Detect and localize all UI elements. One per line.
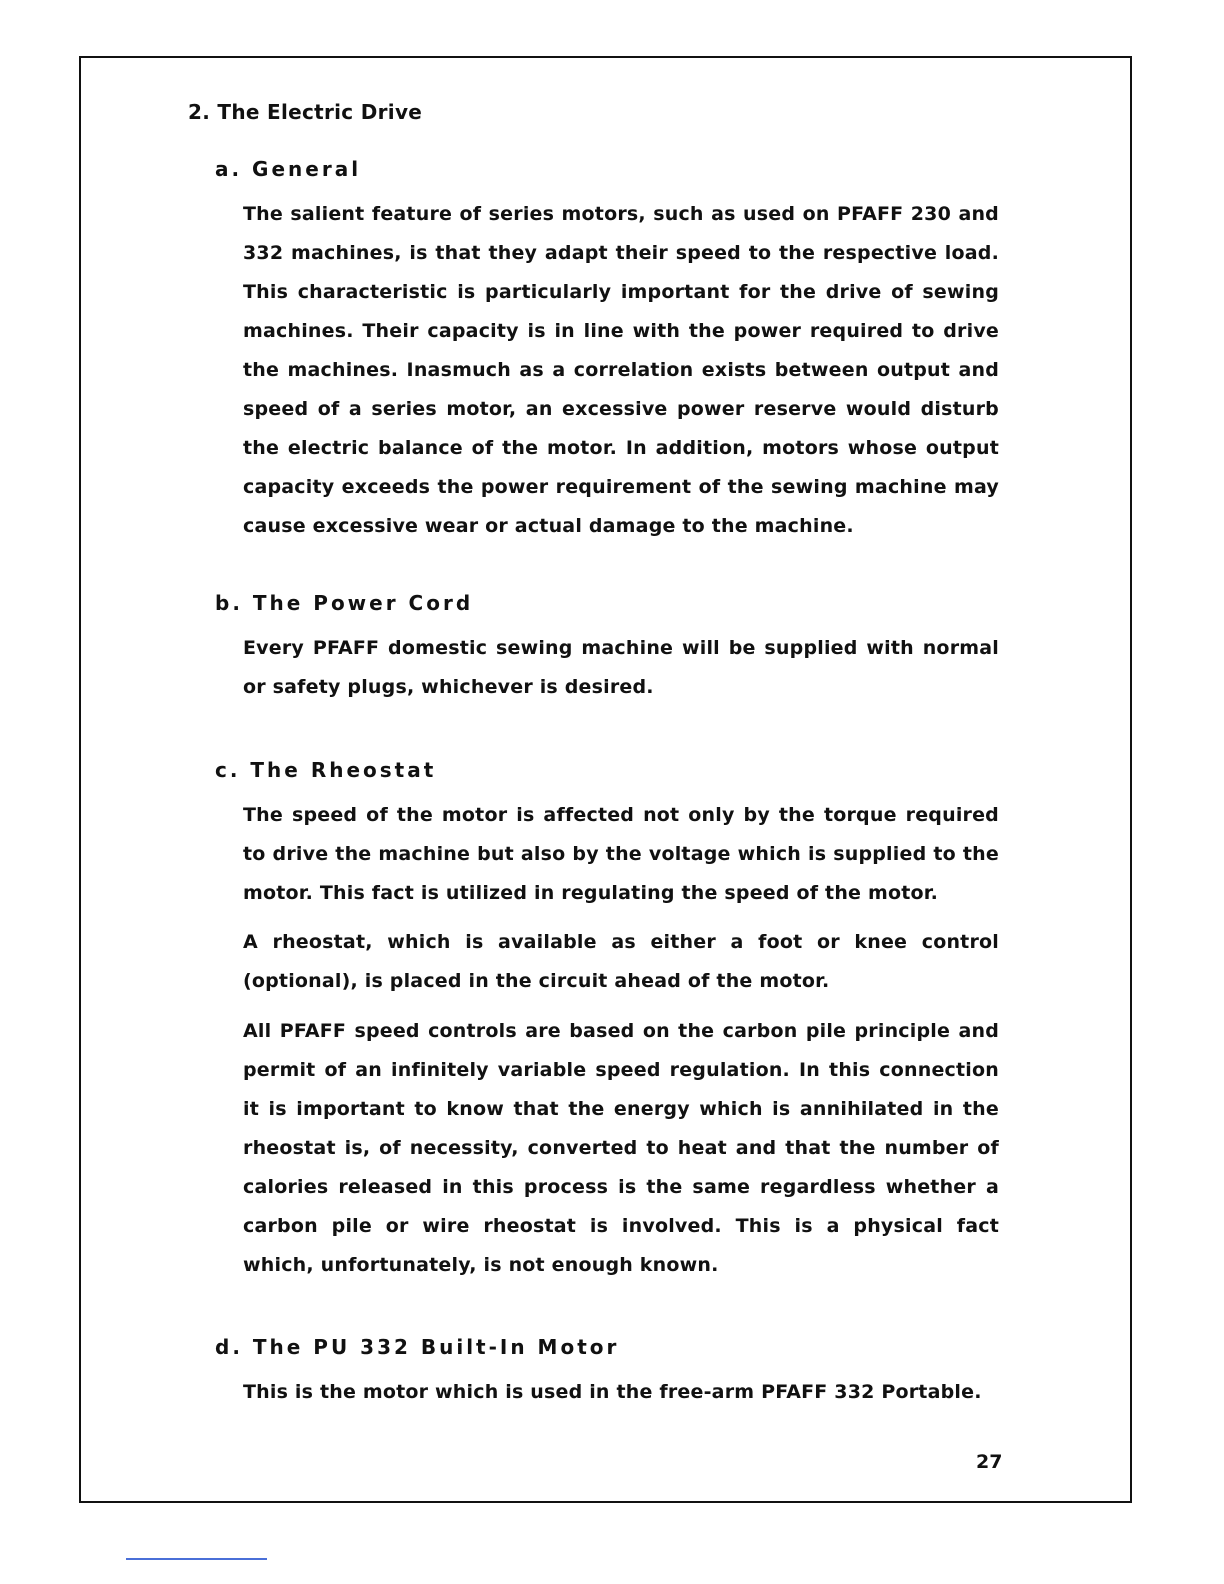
section-title: 2. The Electric Drive [188, 100, 423, 124]
paragraph-built-in-motor: This is the motor which is used in the free-arm PFAFF 332 Portable. [243, 1381, 982, 1403]
paragraph-power-cord: Every PFAFF domestic sewing machine will be supplied with normal or safety plugs, whichever is desired. [243, 637, 999, 698]
page-number: 27 [976, 1451, 1003, 1473]
subsection-heading-rheostat: c. The Rheostat [215, 758, 437, 782]
paragraph-rheostat-3: All PFAFF speed controls are based on the carbon pile principle and permit of an infinitely variable speed regulation. In this connection it is important to know that the energy which is annihilated in the rheostat is, of necessity, converted to heat and that the number of calories released in this process is the same regardless whether a carbon pile or wire rheostat is involved. This is a physical fact which, unfortunately, is not enough known. [243, 1020, 999, 1276]
footer-rule [126, 1558, 267, 1560]
paragraph-general: The salient feature of series motors, such as used on PFAFF 230 and 332 machines, is that they adapt their speed to the respective load. This characteristic is particularly important for the drive of sewing machines. Their capacity is in line with the power required to drive the machines. Inasmuch as a correlation exists between output and speed of a series motor, an excessive power reserve would disturb the electric balance of the motor. In addition, motors whose output capacity exceeds the power requirement of the sewing machine may cause excessive wear or actual damage to the machine. [243, 203, 999, 537]
subsection-heading-built-in-motor: d. The PU 332 Built-In Motor [215, 1335, 620, 1359]
subsection-heading-general: a. General [215, 157, 362, 181]
paragraph-rheostat-2: A rheostat, which is available as either a foot or knee control (optional), is placed in the circuit ahead of the motor. [243, 931, 999, 992]
subsection-heading-power-cord: b. The Power Cord [215, 591, 474, 615]
paragraph-rheostat-1: The speed of the motor is affected not only by the torque required to drive the machine but also by the voltage which is supplied to the motor. This fact is utilized in regulating the speed of the motor. [243, 804, 999, 904]
